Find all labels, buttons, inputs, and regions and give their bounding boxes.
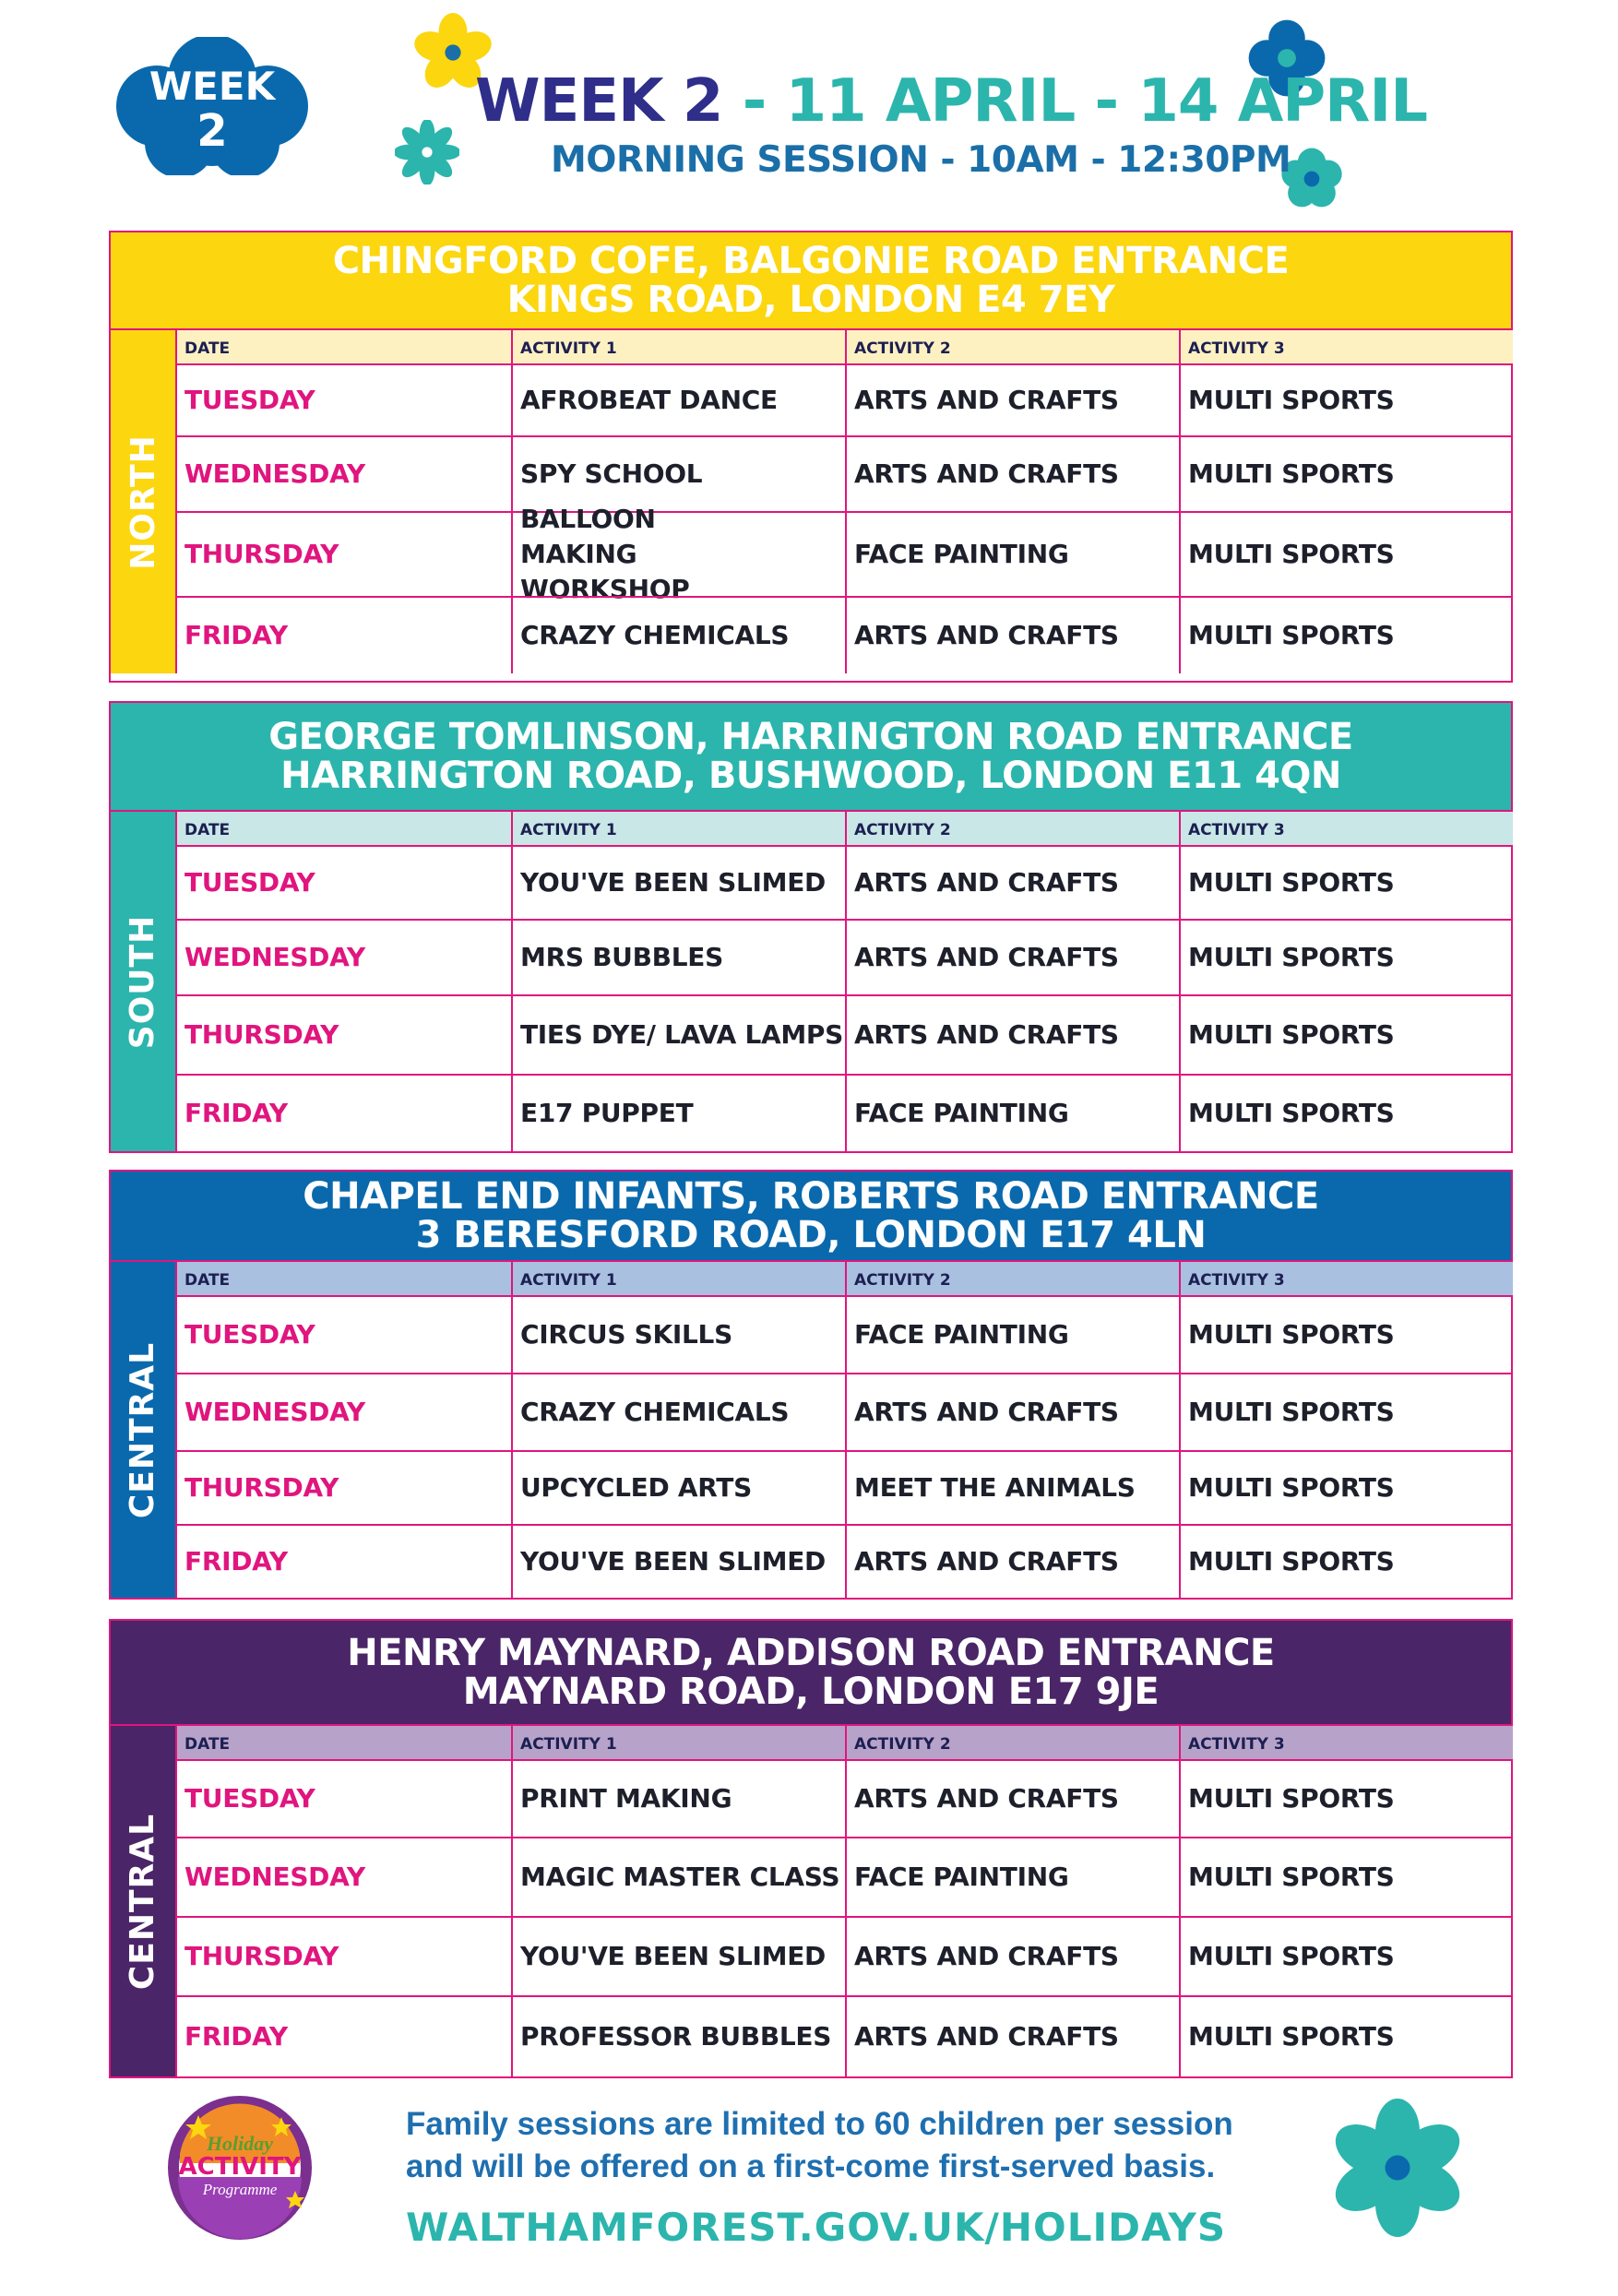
- column-header: ACTIVITY 1: [511, 1726, 845, 1761]
- activity-cell: MULTI SPORTS: [1179, 1452, 1513, 1524]
- activity-cell: ARTS AND CRAFTS: [845, 1997, 1179, 2076]
- activity-cell: TIES DYE/ LAVA LAMPS: [511, 996, 845, 1074]
- column-header: DATE: [184, 821, 231, 839]
- column-header: ACTIVITY 1: [511, 1262, 845, 1297]
- site-name: GEORGE TOMLINSON, HARRINGTON ROAD ENTRANCE: [268, 716, 1353, 758]
- activity-cell: MULTI SPORTS: [1179, 1374, 1513, 1450]
- activity-cell: MEET THE ANIMALS: [845, 1452, 1179, 1524]
- site-block-central-chapel-end: [109, 1170, 1513, 1600]
- day-cell: TUESDAY: [184, 867, 315, 898]
- site-address: 3 BERESFORD ROAD, LONDON E17 4LN: [415, 1214, 1207, 1256]
- logo-text-programme: Programme: [202, 2181, 278, 2198]
- table-row: [177, 919, 1513, 994]
- activity-cell: ARTS AND CRAFTS: [845, 1761, 1179, 1837]
- activity-cell: CRAZY CHEMICALS: [511, 1374, 845, 1450]
- site-address: MAYNARD ROAD, LONDON E17 9JE: [462, 1671, 1160, 1713]
- table-row: [177, 1450, 1513, 1524]
- table-row: [177, 596, 1513, 673]
- table-row: [177, 435, 1513, 511]
- title-week: WEEK 2: [475, 67, 723, 136]
- day-cell: WEDNESDAY: [184, 1397, 365, 1427]
- day-cell: TUESDAY: [184, 1319, 315, 1350]
- column-header: ACTIVITY 2: [845, 1726, 1179, 1761]
- site-block-central-henry-maynard: [109, 1619, 1513, 2078]
- session-subtitle: MORNING SESSION - 10AM - 12:30PM: [551, 139, 1291, 181]
- region-label-text: CENTRAL: [124, 1341, 162, 1518]
- day-cell: FRIDAY: [184, 1546, 288, 1576]
- activity-cell: MRS BUBBLES: [511, 921, 845, 994]
- column-header: ACTIVITY 2: [845, 330, 1179, 365]
- column-header: ACTIVITY 1: [511, 812, 845, 847]
- activity-cell: MULTI SPORTS: [1179, 1297, 1513, 1373]
- activity-cell: MULTI SPORTS: [1179, 598, 1513, 673]
- page-title: [475, 66, 1427, 137]
- column-header: DATE: [184, 1735, 231, 1754]
- table-header-row: [177, 328, 1513, 363]
- activity-cell: ARTS AND CRAFTS: [845, 365, 1179, 435]
- activity-cell: MULTI SPORTS: [1179, 1526, 1513, 1598]
- day-cell: WEDNESDAY: [184, 1862, 365, 1892]
- column-header: DATE: [184, 339, 231, 358]
- footer-website-link[interactable]: WALTHAMFOREST.GOV.UK/HOLIDAYS: [406, 2205, 1227, 2250]
- table-row: [177, 504, 1513, 604]
- day-cell: WEDNESDAY: [184, 458, 365, 489]
- activity-cell: FACE PAINTING: [845, 1838, 1179, 1916]
- activity-cell: E17 PUPPET: [511, 1076, 845, 1151]
- site-address: KINGS ROAD, LONDON E4 7EY: [506, 279, 1115, 321]
- activity-cell: CRAZY CHEMICALS: [511, 598, 845, 673]
- activity-cell: ARTS AND CRAFTS: [845, 996, 1179, 1074]
- schedule-table: [175, 328, 1511, 673]
- schedule-table: [175, 1724, 1511, 2076]
- day-cell: THURSDAY: [184, 1472, 339, 1503]
- week-badge: [111, 37, 314, 175]
- day-cell: FRIDAY: [184, 1098, 288, 1128]
- activity-cell: SPY SCHOOL: [511, 437, 845, 511]
- week-badge-number: 2: [196, 105, 228, 157]
- holiday-activity-programme-logo: [161, 2089, 318, 2246]
- site-block-north: [109, 231, 1513, 683]
- site-name: HENRY MAYNARD, ADDISON ROAD ENTRANCE: [347, 1632, 1275, 1674]
- activity-cell: YOU'VE BEEN SLIMED: [511, 847, 845, 919]
- title-separator: -: [722, 67, 786, 136]
- page-header: [0, 0, 1618, 221]
- footer-notice: [406, 2103, 1328, 2188]
- activity-cell: ARTS AND CRAFTS: [845, 1374, 1179, 1450]
- teal-flower-footer-icon: [1328, 2099, 1467, 2237]
- activity-cell: BALLOON MAKING WORKSHOP: [511, 513, 845, 596]
- site-address: HARRINGTON ROAD, BUSHWOOD, LONDON E11 4QN: [280, 755, 1341, 797]
- site-name: CHINGFORD COFE, BALGONIE ROAD ENTRANCE: [332, 240, 1290, 282]
- title-dates: 11 APRIL - 14 APRIL: [785, 67, 1427, 136]
- activity-cell: AFROBEAT DANCE: [511, 365, 845, 435]
- table-row: [177, 845, 1513, 919]
- table-row: [177, 1074, 1513, 1151]
- schedule-table: [175, 810, 1511, 1151]
- table-row: [177, 1837, 1513, 1916]
- column-header: ACTIVITY 2: [845, 812, 1179, 847]
- day-cell: THURSDAY: [184, 1941, 339, 1971]
- activity-cell: MULTI SPORTS: [1179, 1918, 1513, 1995]
- footer-notice-line-1: Family sessions are limited to 60 children per session: [406, 2106, 1233, 2142]
- column-header: ACTIVITY 1: [511, 330, 845, 365]
- activity-cell: MULTI SPORTS: [1179, 1997, 1513, 2076]
- activity-cell: MULTI SPORTS: [1179, 1761, 1513, 1837]
- site-header: [111, 1172, 1511, 1260]
- column-header: ACTIVITY 3: [1179, 330, 1513, 365]
- site-block-south: [109, 701, 1513, 1153]
- activity-cell: ARTS AND CRAFTS: [845, 921, 1179, 994]
- table-row: [177, 1524, 1513, 1598]
- site-name: CHAPEL END INFANTS, ROBERTS ROAD ENTRANCE: [303, 1175, 1319, 1218]
- activity-cell: PROFESSOR BUBBLES: [511, 1997, 845, 2076]
- activity-cell: MULTI SPORTS: [1179, 1838, 1513, 1916]
- day-cell: FRIDAY: [184, 620, 288, 650]
- region-label: [111, 328, 175, 673]
- activity-cell: ARTS AND CRAFTS: [845, 1526, 1179, 1598]
- activity-cell: ARTS AND CRAFTS: [845, 437, 1179, 511]
- day-cell: THURSDAY: [184, 1019, 339, 1050]
- day-cell: THURSDAY: [184, 539, 339, 569]
- column-header: DATE: [184, 1271, 231, 1290]
- schedule-table: [175, 1260, 1511, 1598]
- logo-badge-icon: [161, 2089, 318, 2246]
- table-row: [177, 1295, 1513, 1373]
- activity-cell: ARTS AND CRAFTS: [845, 598, 1179, 673]
- table-row: [177, 1373, 1513, 1450]
- day-cell: WEDNESDAY: [184, 942, 365, 972]
- site-header: [111, 1621, 1511, 1724]
- region-label-text: SOUTH: [124, 914, 162, 1049]
- region-label-text: CENTRAL: [124, 1813, 162, 1990]
- table-header-row: [177, 1260, 1513, 1295]
- activity-cell: MULTI SPORTS: [1179, 996, 1513, 1074]
- activity-cell: PRINT MAKING: [511, 1761, 845, 1837]
- activity-cell: FACE PAINTING: [845, 1076, 1179, 1151]
- day-cell: TUESDAY: [184, 385, 315, 415]
- activity-cell: FACE PAINTING: [845, 1297, 1179, 1373]
- activity-cell: ARTS AND CRAFTS: [845, 1918, 1179, 1995]
- region-label: [111, 1260, 175, 1598]
- table-row: [177, 1916, 1513, 1995]
- table-row: [177, 1759, 1513, 1837]
- region-label-text: NORTH: [124, 434, 162, 570]
- week-badge-label: [111, 64, 314, 157]
- footer-notice-line-2: and will be offered on a first-come first-served basis.: [406, 2148, 1216, 2184]
- logo-text-holiday: Holiday: [206, 2132, 274, 2155]
- activity-cell: MULTI SPORTS: [1179, 437, 1513, 511]
- column-header: ACTIVITY 3: [1179, 1262, 1513, 1297]
- table-row: [177, 363, 1513, 435]
- table-row: [177, 1995, 1513, 2076]
- activity-cell: MULTI SPORTS: [1179, 847, 1513, 919]
- activity-cell: YOU'VE BEEN SLIMED: [511, 1918, 845, 1995]
- activity-cell: MULTI SPORTS: [1179, 921, 1513, 994]
- logo-text-activity: ACTIVITY: [178, 2153, 302, 2181]
- activity-cell: UPCYCLED ARTS: [511, 1452, 845, 1524]
- column-header: ACTIVITY 3: [1179, 812, 1513, 847]
- day-cell: TUESDAY: [184, 1783, 315, 1814]
- activity-cell: CIRCUS SKILLS: [511, 1297, 845, 1373]
- table-header-row: [177, 810, 1513, 845]
- column-header: ACTIVITY 2: [845, 1262, 1179, 1297]
- region-label: [111, 1724, 175, 2076]
- site-header: [111, 703, 1511, 810]
- day-cell: FRIDAY: [184, 2021, 288, 2052]
- activity-cell: FACE PAINTING: [845, 513, 1179, 596]
- table-header-row: [177, 1724, 1513, 1759]
- activity-cell: ARTS AND CRAFTS: [845, 847, 1179, 919]
- activity-cell: MULTI SPORTS: [1179, 513, 1513, 596]
- activity-cell: MULTI SPORTS: [1179, 1076, 1513, 1151]
- site-header: [111, 232, 1511, 328]
- activity-cell: MULTI SPORTS: [1179, 365, 1513, 435]
- week-badge-word: WEEK: [149, 64, 276, 109]
- teal-flower-icon: [395, 120, 459, 184]
- activity-cell: YOU'VE BEEN SLIMED: [511, 1526, 845, 1598]
- activity-cell: MAGIC MASTER CLASS: [511, 1838, 845, 1916]
- column-header: ACTIVITY 3: [1179, 1726, 1513, 1761]
- table-row: [177, 994, 1513, 1074]
- region-label: [111, 810, 175, 1151]
